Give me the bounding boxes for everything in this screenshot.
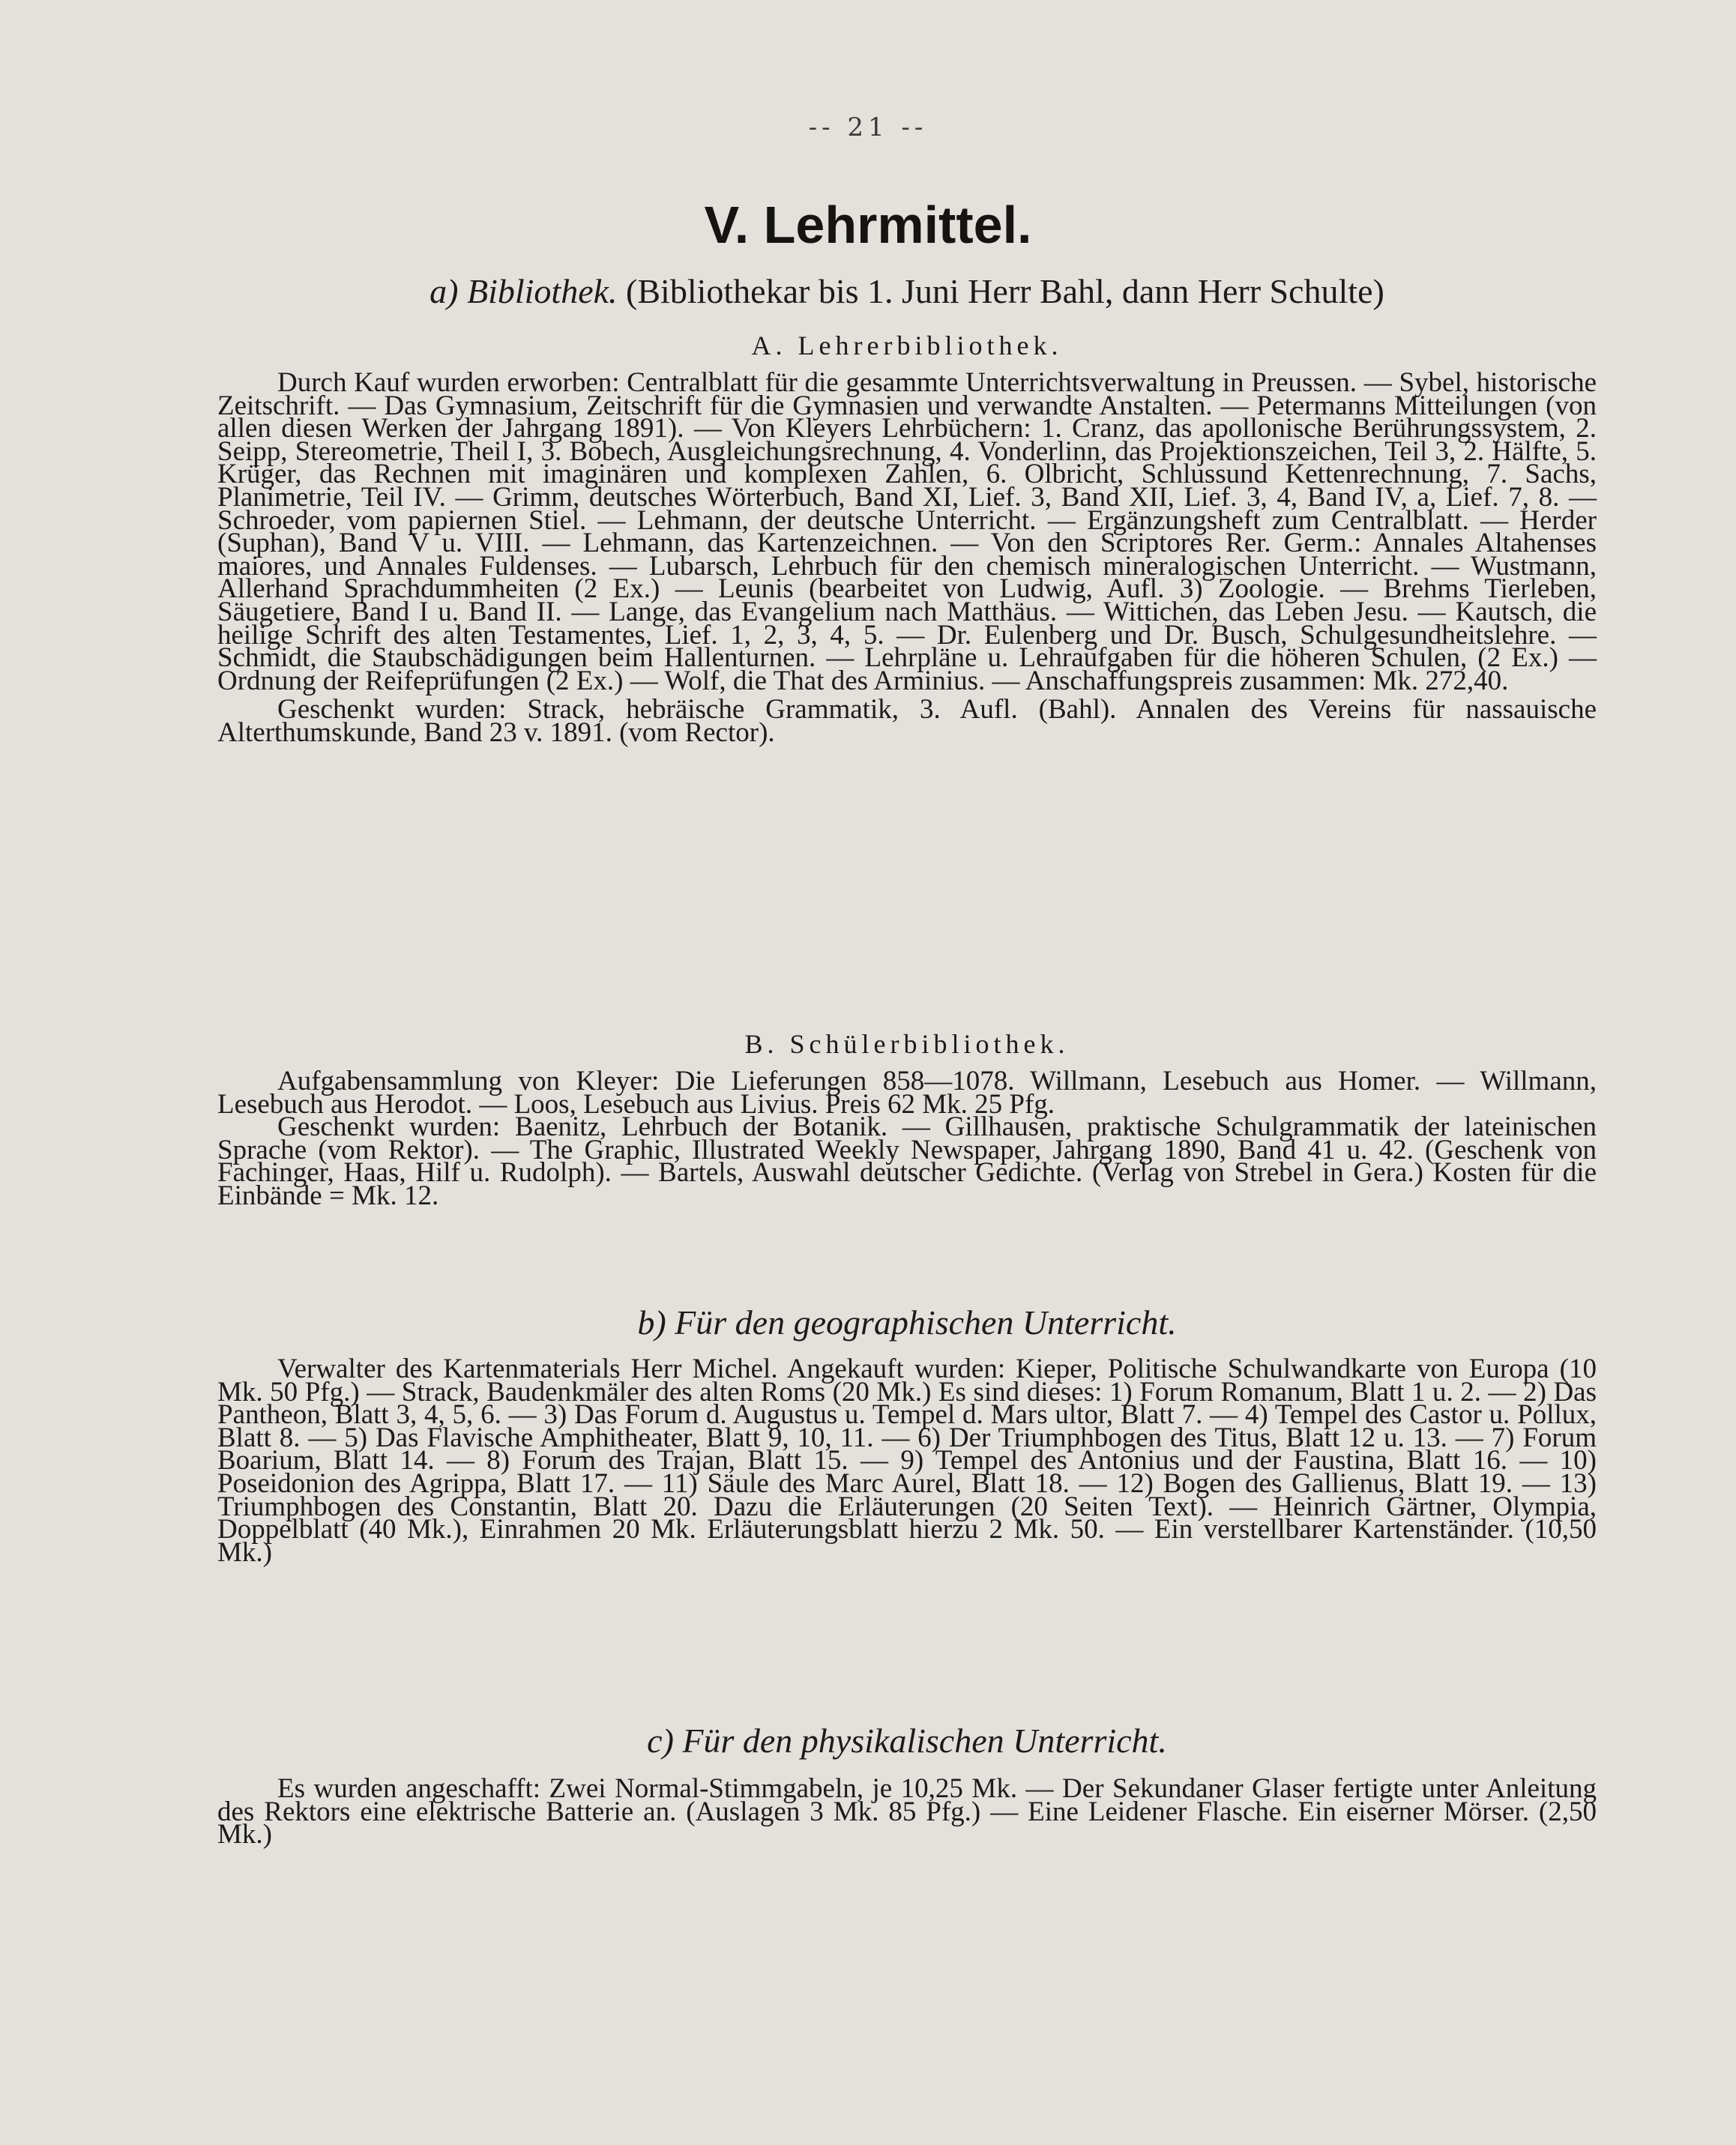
page-title: V. Lehrmittel. bbox=[704, 196, 1032, 254]
bibliothek-note: (Bibliothekar bis 1. Juni Herr Bahl, dann Herr Schulte) bbox=[626, 272, 1384, 310]
physik-heading-wrap bbox=[217, 1721, 1597, 1761]
physik-paragraph: Es wurden angeschafft: Zwei Normal-Stimmgabeln, je 10,25 Mk. — Der Sekundaner Glaser fertigte unter Anleitung des Rektors eine elektrische Batterie an. (Auslagen 3 Mk. 85 Pfg.) — Eine Leidener Flasche. Ein eiserner Mörser. (2,50 Mk.) bbox=[217, 1773, 1597, 1850]
schuelerbibliothek-section bbox=[217, 1066, 1597, 1211]
schuelerbibliothek-heading-wrap bbox=[217, 1028, 1597, 1060]
geographie-heading: b) Für den geographischen Unterricht. bbox=[637, 1303, 1177, 1342]
lehrerbibliothek-section bbox=[217, 367, 1597, 748]
physik-section bbox=[217, 1773, 1597, 1850]
lehrerbibliothek-heading-wrap bbox=[217, 330, 1597, 361]
lehrerbibliothek-heading: A. Lehrerbibliothek. bbox=[751, 331, 1063, 360]
geographie-section bbox=[217, 1354, 1597, 1568]
bibliothek-label: a) Bibliothek. bbox=[430, 272, 618, 310]
physik-heading: c) Für den physikalischen Unterricht. bbox=[647, 1722, 1167, 1760]
schuelerbibliothek-gifts: Geschenkt wurden: Baenitz, Lehrbuch der Botanik. — Gillhausen, praktische Schulgrammatik der lateinischen Sprache (vom Rektor). — The Graphic, Illustrated Weekly Newspaper, Jahrgang 1890, Band 41 u. 42. (Geschenk von Fachinger, Haas, Hilf u. Rudolph). — Bartels, Auswahl deutscher Gedichte. (Verlag von Strebel in Gera.) Kosten für die Einbände = Mk. 12. bbox=[217, 1111, 1597, 1211]
schuelerbibliothek-heading: B. Schülerbibliothek. bbox=[744, 1029, 1070, 1059]
bibliothek-title-line bbox=[217, 271, 1597, 311]
lehrerbibliothek-purchases: Durch Kauf wurden erworben: Centralblatt für die gesammte Unterrichtsverwaltung in Preussen. — Sybel, historische Zeitschrift. — Das Gymnasium, Zeitschrift für die Gymnasien und verwandte Anstalten. — Petermanns Mitteilungen (von allen diesen Werken der Jahrgang 1891). — Von Kleyers Lehrbüchern: 1. Cranz, das apollonische Berührungssystem, 2. Seipp, Stereometrie, Theil I, 3. Bobech, Ausgleichungsrechnung, 4. Vonderlinn, das Projektionszeichen, Teil 3, 2. Hälfte, 5. Krüger, das Rechnen mit imaginären und komplexen Zahlen, 6. Olbricht, Schlussund Kettenrechnung, 7. Sachs, Planimetrie, Teil IV. — Grimm, deutsches Wörterbuch, Band XI, Lief. 3, Band XII, Lief. 3, 4, Band IV, a, Lief. 7, 8. — Schroeder, vom papiernen Stiel. — Lehmann, der deutsche Unterricht. — Ergänzungsheft zum Centralblatt. — Herder (Suphan), Band V u. VIII. — Lehmann, das Kartenzeichnen. — Von den Scriptores Rer. Germ.: Annales Altahenses maiores, und Annales Fuldenses. — Lubarsch, Lehrbuch für den chemisch mineralogischen Unterricht. — Wustmann, Allerhand Sprachdummheiten (2 Ex.) — Leunis (bearbeitet von Ludwig, Aufl. 3) Zoologie. — Brehms Tierleben, Säugetiere, Band I u. Band II. — Lange, das Evangelium nach Matthäus. — Wittichen, das Leben Jesu. — Kautsch, die heilige Schrift des alten Testamentes, Lief. 1, 2, 3, 4, 5. — Dr. Eulenberg und Dr. Busch, Schulgesundheitslehre. — Schmidt, die Staubschädigungen beim Hallenturnen. — Lehrpläne u. Lehraufgaben für die höheren Schulen, (2 Ex.) — Ordnung der Reifeprüfungen (2 Ex.) — Wolf, die That des Arminius. — Anschaffungspreis zusammen: Mk. 272,40. bbox=[217, 367, 1597, 696]
page-number: -- 21 -- bbox=[808, 112, 928, 142]
geographie-heading-wrap bbox=[217, 1303, 1597, 1342]
lehrerbibliothek-gifts: Geschenkt wurden: Strack, hebräische Grammatik, 3. Aufl. (Bahl). Annalen des Vereins für nassauische Alterthumskunde, Band 23 v. 1891. (vom Rector). bbox=[217, 694, 1597, 748]
schuelerbibliothek-purchases: Aufgabensammlung von Kleyer: Die Lieferungen 858—1078. Willmann, Lesebuch aus Homer. — Willmann, Lesebuch aus Herodot. — Loos, Lesebuch aus Livius. Preis 62 Mk. 25 Pfg. bbox=[217, 1066, 1597, 1120]
geographie-paragraph: Verwalter des Kartenmaterials Herr Michel. Angekauft wurden: Kieper, Politische Schulwandkarte von Europa (10 Mk. 50 Pfg.) — Strack, Baudenkmäler des alten Roms (20 Mk.) Es sind dieses: 1) Forum Romanum, Blatt 1 u. 2. — 2) Das Pantheon, Blatt 3, 4, 5, 6. — 3) Das Forum d. Augustus u. Tempel d. Mars ultor, Blatt 7. — 4) Tempel des Castor u. Pollux, Blatt 8. — 5) Das Flavische Amphitheater, Blatt 9, 10, 11. — 6) Der Triumphbogen des Titus, Blatt 12 u. 13. — 7) Forum Boarium, Blatt 14. — 8) Forum des Trajan, Blatt 15. — 9) Tempel des Antonius und der Faustina, Blatt 16. — 10) Poseidonion des Agrippa, Blatt 17. — 11) Säule des Marc Aurel, Blatt 18. — 12) Bogen des Gallienus, Blatt 19. — 13) Triumphbogen des Constantin, Blatt 20. Dazu die Erläuterungen (20 Seiten Text). — Heinrich Gärtner, Olympia, Doppelblatt (40 Mk.), Einrahmen 20 Mk. Erläuterungsblatt hierzu 2 Mk. 50. — Ein verstellbarer Kartenständer. (10,50 Mk.) bbox=[217, 1354, 1597, 1568]
